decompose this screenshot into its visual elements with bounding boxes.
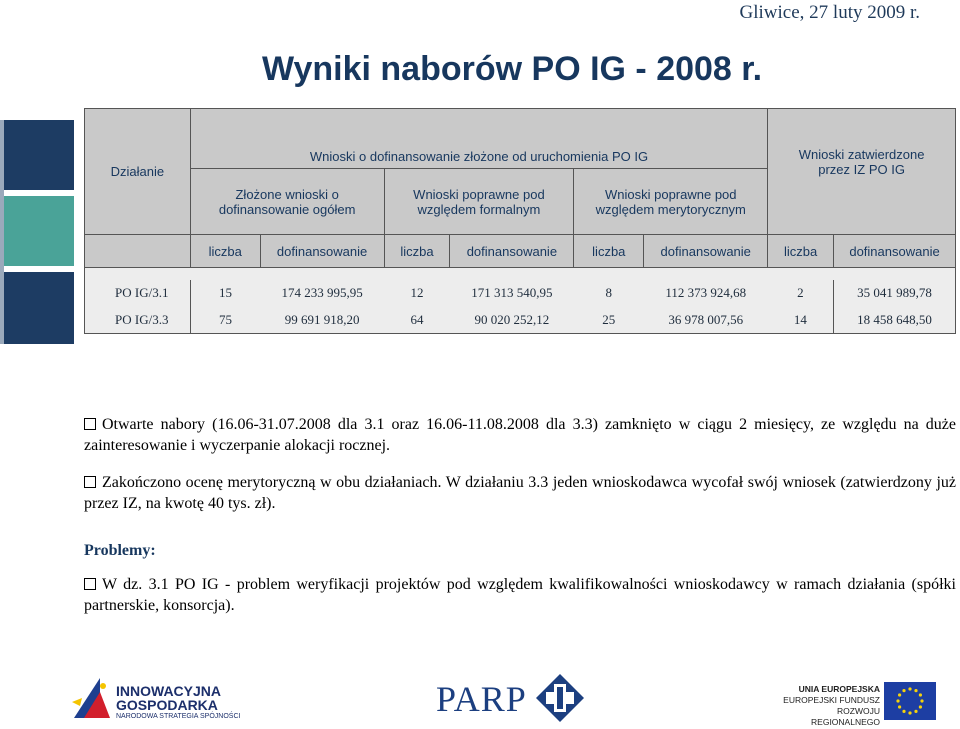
decor-block-navy-2 <box>0 272 74 344</box>
cell: 174 233 995,95 <box>260 280 384 307</box>
results-table <box>84 108 956 334</box>
subheader-dofinansowanie-3: dofinansowanie <box>644 235 768 268</box>
subheader-liczba-4: liczba <box>768 235 834 268</box>
row-name: PO IG/3.1 <box>85 280 191 307</box>
subheader-empty <box>85 235 191 268</box>
bullet-3 <box>84 574 956 616</box>
logo1-line3: NARODOWA STRATEGIA SPÓJNOŚCI <box>116 713 241 720</box>
cell: 14 <box>768 307 834 334</box>
cell: 18 458 648,50 <box>834 307 956 334</box>
eu-flag-icon <box>884 682 936 720</box>
subheader-dofinansowanie-4: dofinansowanie <box>834 235 956 268</box>
cell: 12 <box>384 280 450 307</box>
cell: 2 <box>768 280 834 307</box>
cell: 75 <box>190 307 260 334</box>
table-spacer <box>85 268 956 280</box>
header-zlozone: Złożone wnioski o dofinansowanie ogółem <box>190 169 384 235</box>
header-formalne: Wnioski poprawne pod względem formalnym <box>384 169 574 235</box>
logo1-line2: GOSPODARKA <box>116 697 218 713</box>
decor-block-teal <box>0 196 74 266</box>
parp-text: PARP <box>436 679 527 719</box>
bullet-2 <box>84 472 956 514</box>
parp-emblem-icon <box>536 674 584 722</box>
cell: 112 373 924,68 <box>644 280 768 307</box>
cell: 36 978 007,56 <box>644 307 768 334</box>
logo-parp <box>436 674 586 724</box>
checkbox-bullet-icon <box>84 476 96 488</box>
cell: 8 <box>574 280 644 307</box>
date-label: Gliwice, 27 luty 2009 r. <box>739 2 920 23</box>
row-name: PO IG/3.3 <box>85 307 191 334</box>
header-dzialanie: Działanie <box>85 109 191 235</box>
bullet-1-text: Otwarte nabory (16.06-31.07.2008 dla 3.1 oraz 16.06-11.08.2008 dla 3.3) zamknięto w ciągu 2 miesięcy, ze względu na duże zainteresowanie i wyczerpanie alokacji rocznej. <box>84 416 956 454</box>
decor-strip-left <box>0 120 4 344</box>
cell: 90 020 252,12 <box>450 307 574 334</box>
cell: 64 <box>384 307 450 334</box>
subheader-liczba-1: liczba <box>190 235 260 268</box>
header-group: Wnioski o dofinansowanie złożone od uruchomienia PO IG <box>190 109 767 169</box>
cell: 171 313 540,95 <box>450 280 574 307</box>
cell: 99 691 918,20 <box>260 307 384 334</box>
table-row <box>85 280 956 307</box>
subheader-dofinansowanie-1: dofinansowanie <box>260 235 384 268</box>
bullet-1 <box>84 414 956 456</box>
cell: 25 <box>574 307 644 334</box>
checkbox-bullet-icon <box>84 578 96 590</box>
logo1-line1: INNOWACYJNA <box>116 683 222 699</box>
logo3-line3: ROZWOJU REGIONALNEGO <box>811 706 880 727</box>
bullet-2-text: Zakończono ocenę merytoryczną w obu działaniach. W działaniu 3.3 jeden wnioskodawca wycofał swój wniosek (zatwierdzony już przez IZ, na kwotę 40 tys. zł). <box>84 474 956 512</box>
subheader-dofinansowanie-2: dofinansowanie <box>450 235 574 268</box>
page-title: Wyniki naborów PO IG - 2008 r. <box>262 50 763 88</box>
logo-innowacyjna-gospodarka <box>70 672 250 724</box>
innowacyjna-emblem-icon <box>70 672 114 724</box>
bullet-3-text: W dz. 3.1 PO IG - problem weryfikacji projektów pod względem kwalifikowalności wnioskodawcy w ramach działania (spółki partnerskie, konsorcja). <box>84 576 956 614</box>
logo3-line1: UNIA EUROPEJSKA <box>798 684 880 694</box>
checkbox-bullet-icon <box>84 418 96 430</box>
subheader-liczba-3: liczba <box>574 235 644 268</box>
problemy-heading: Problemy: <box>84 542 156 559</box>
logo3-line2: EUROPEJSKI FUNDUSZ <box>783 695 880 705</box>
header-merytoryczne: Wnioski poprawne pod względem merytorycznym <box>574 169 768 235</box>
cell: 15 <box>190 280 260 307</box>
header-zatwierdzone: Wnioski zatwierdzone przez IZ PO IG <box>768 109 956 235</box>
logo-unia-europejska <box>768 682 938 727</box>
decor-block-navy-1 <box>0 120 74 190</box>
subheader-liczba-2: liczba <box>384 235 450 268</box>
cell: 35 041 989,78 <box>834 280 956 307</box>
table-row <box>85 307 956 334</box>
